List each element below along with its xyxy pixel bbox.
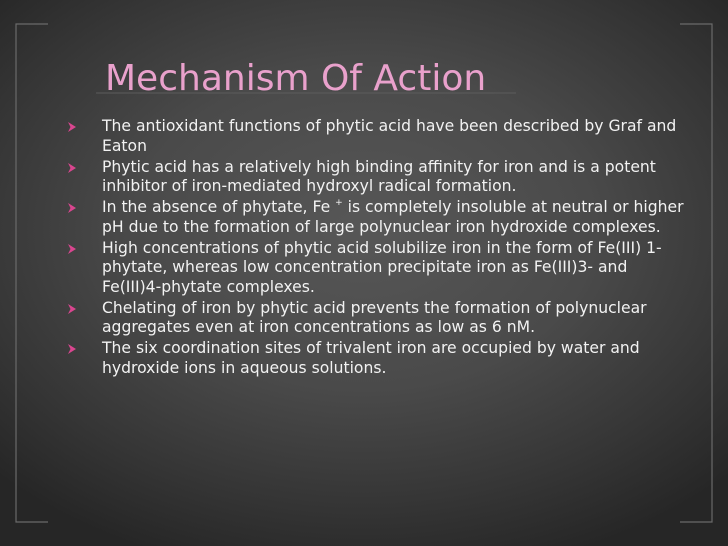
arrowhead-bullet-icon bbox=[67, 344, 77, 354]
bullet-item bbox=[0, 299, 686, 338]
bullet-item bbox=[0, 117, 686, 156]
bullet-text: High concentrations of phytic acid solubilize iron in the form of Fe(III) 1-phytate, whereas low concentration precipitate iron as Fe(III)3- and Fe(III)4-phytate complexes. bbox=[102, 238, 662, 296]
arrowhead-bullet-icon bbox=[67, 122, 77, 132]
bullet-text: Phytic acid has a relatively high binding affinity for iron and is a potent inhibitor of iron-mediated hydroxyl radical formation. bbox=[102, 157, 656, 196]
bullet-item bbox=[0, 198, 686, 237]
bullet-item bbox=[0, 158, 686, 197]
bullet-item bbox=[0, 239, 686, 298]
arrowhead-bullet-icon bbox=[67, 244, 77, 254]
bullet-item bbox=[0, 339, 686, 378]
superscript-plus: + bbox=[335, 198, 343, 208]
arrowhead-bullet-icon bbox=[67, 203, 77, 213]
bullet-text: The six coordination sites of trivalent iron are occupied by water and hydroxide ions in aqueous solutions. bbox=[102, 339, 640, 377]
bullet-text-before: In the absence of phytate, Fe bbox=[102, 198, 336, 217]
bullet-text: The antioxidant functions of phytic acid have been described by Graf and Eaton bbox=[102, 117, 677, 155]
bullet-list bbox=[0, 117, 728, 380]
bullet-text-after: is completely insoluble at neutral or higher pH due to the formation of large polynuclear iron hydroxide complexes. bbox=[102, 198, 684, 236]
arrowhead-bullet-icon bbox=[67, 163, 77, 173]
arrowhead-bullet-icon bbox=[67, 304, 77, 314]
slide-title: Mechanism Of Action bbox=[105, 58, 487, 99]
bullet-text: Chelating of iron by phytic acid prevents the formation of polynuclear aggregates even at iron concentrations as low as 6 nM. bbox=[102, 298, 647, 337]
